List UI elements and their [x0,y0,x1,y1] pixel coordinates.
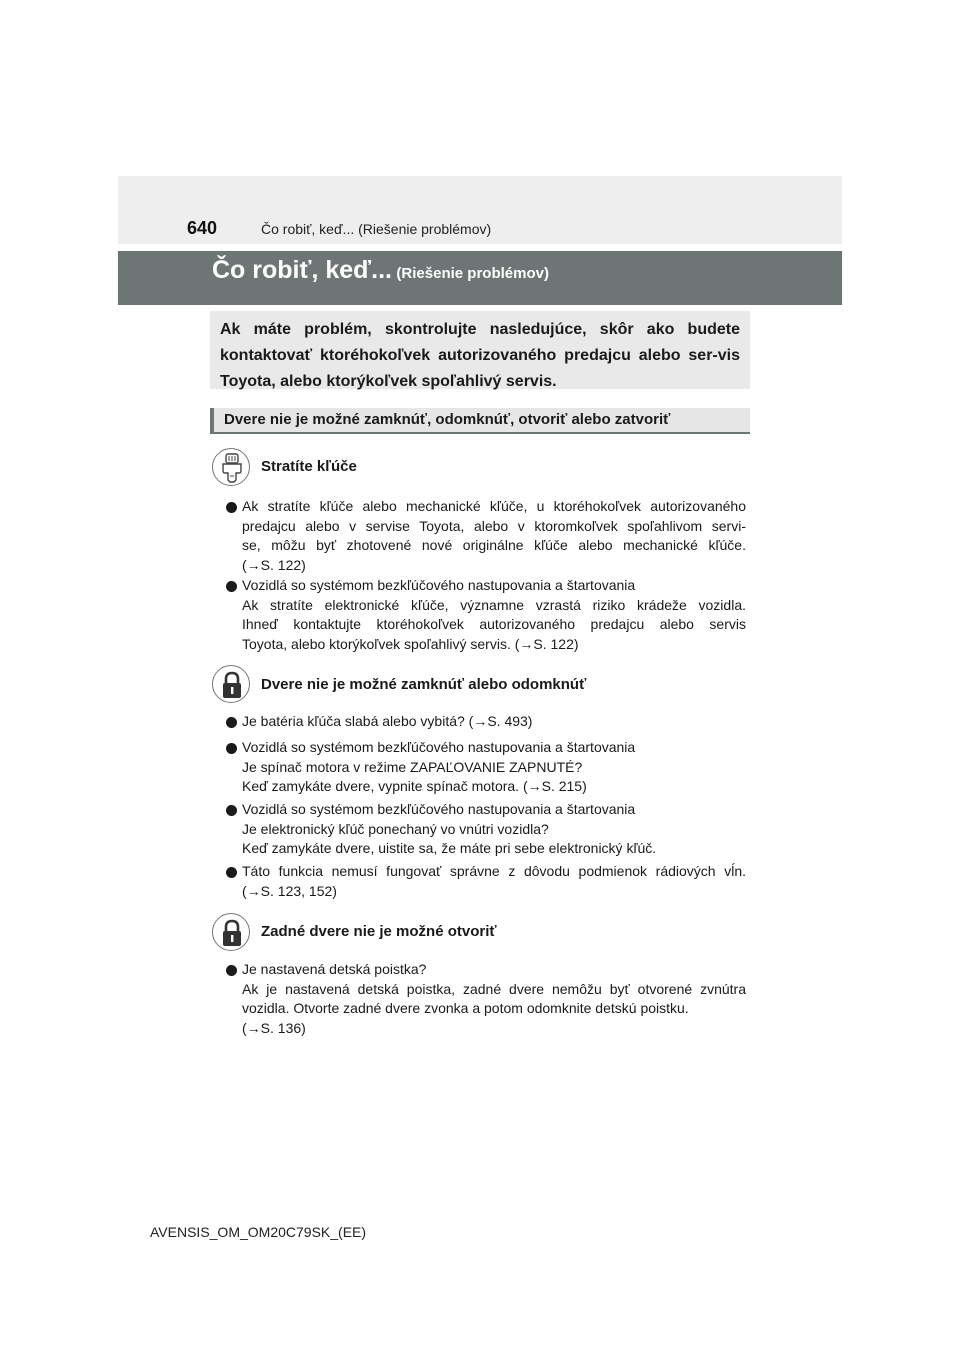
footer-doc-code: AVENSIS_OM_OM20C79SK_(EE) [150,1224,367,1240]
list-item [226,960,746,1038]
bullet-dot [226,805,237,816]
bullet-line: Táto funkcia nemusí fungovať správne z dôvodu podmienok rádiových vĺn. [242,863,746,879]
bullet-dot [226,965,237,976]
bullet-line: Toyota, alebo ktorýkoľvek spoľahlivý servis. (→S. 122) [242,635,579,652]
section-heading: Dvere nie je možné zamknúť, odomknúť, otvoriť alebo zatvoriť [210,408,750,434]
bullet-line: Vozidlá so systémom bezkľúčového nastupovania a štartovania [242,577,636,593]
bullet-line: Ak stratíte elektronické kľúče, významne vzrastá riziko krádeže vozidla. [242,596,746,613]
subsection-title: Stratíte kľúče [261,458,357,475]
bullet-line: Je batéria kľúča slabá alebo vybitá? (→S. 493) [242,713,533,729]
bullet-line: (→S. 123, 152) [242,882,337,899]
running-header: Čo robiť, keď... (Riešenie problémov) [261,221,492,237]
bullet-dot [226,867,237,878]
page-title [212,256,549,285]
page-title-main: Čo robiť, keď... [212,256,392,284]
bullet-line: Keď zamykáte dvere, vypnite spínač motora. (→S. 215) [242,778,587,794]
bullet-line: Keď zamykáte dvere, uistite sa, že máte pri sebe elektronický kľúč. [242,840,657,856]
list-item [226,862,746,901]
list-item [226,712,746,732]
bullet-dot [226,502,237,513]
subsection-title: Dvere nie je možné zamknúť alebo odomknúť [261,676,587,693]
page-number: 640 [187,218,218,238]
lock-icon [212,665,250,703]
intro-box: Ak máte problém, skontrolujte nasledujúce, skôr ako budete kontaktovať ktoréhokoľvek autorizovaného predajcu alebo ser-vis Toyota, alebo ktorýkoľvek spoľahlivý servis. [210,311,750,389]
bullet-dot [226,717,237,728]
bullet-line: predajcu alebo v servise Toyota, alebo v ktoromkoľvek spoľahlivom servi- [242,517,746,534]
bullet-dot [226,743,237,754]
page-title-sub: (Riešenie problémov) [396,265,549,282]
bullet-line: Ihneď kontaktujte ktoréhokoľvek autorizovaného predajcu alebo servis [242,616,746,632]
bullet-line: Je spínač motora v režime ZAPAĽOVANIE ZAPNUTÉ? [242,758,583,775]
key-icon [212,448,250,486]
list-item [226,800,746,859]
list-item [226,738,746,797]
lock-icon [212,913,250,951]
bullet-line: Je nastavená detská poistka? [242,961,427,977]
bullet-line: Ak stratíte kľúče alebo mechanické kľúče, u ktoréhokoľvek autorizovaného [242,498,746,514]
bullet-line: Ak je nastavená detská poistka, zadné dvere nemôžu byť otvorené zvnútra [242,980,746,997]
list-item [226,497,746,575]
list-item [226,576,746,654]
subsection-title: Zadné dvere nie je možné otvoriť [261,923,497,940]
bullet-line: se, môžu byť zhotovené nové originálne kľúče alebo mechanické kľúče. [242,537,746,553]
bullet-line: Vozidlá so systémom bezkľúčového nastupovania a štartovania [242,801,636,817]
bullet-line: Je elektronický kľúč ponechaný vo vnútri vozidla? [242,820,549,837]
bullet-line: (→S. 136) [242,1019,306,1036]
bullet-line: Vozidlá so systémom bezkľúčového nastupovania a štartovania [242,739,636,755]
bullet-line: vozidla. Otvorte zadné dvere zvonka a potom odomknite detskú poistku. [242,1000,689,1016]
bullet-dot [226,581,237,592]
bullet-line: (→S. 122) [242,556,306,573]
